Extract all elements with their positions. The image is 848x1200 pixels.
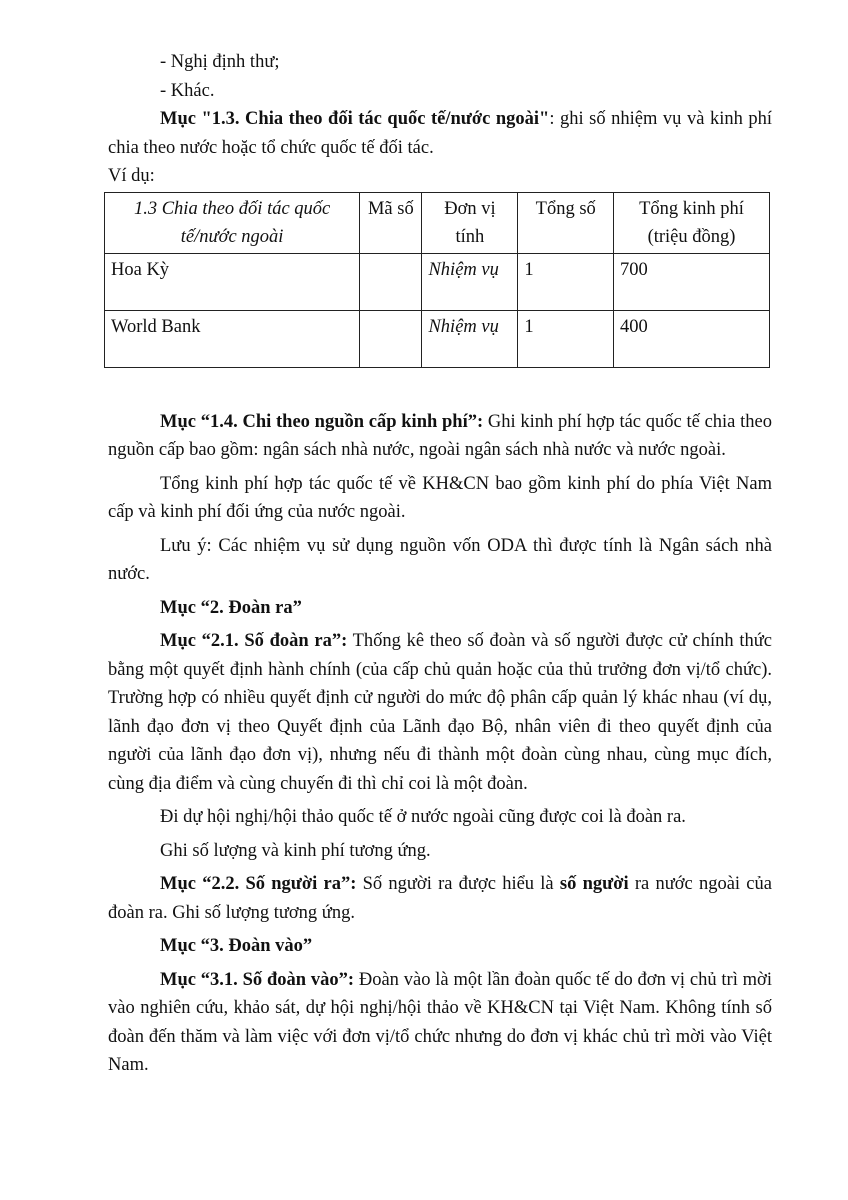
paragraph-note: Lưu ý: Các nhiệm vụ sử dụng nguồn vốn ODA thì được tính là Ngân sách nhà nước. xyxy=(108,535,772,584)
table-cell: 700 xyxy=(614,253,770,310)
column-header: 1.3 Chia theo đối tác quốc tế/nước ngoài xyxy=(105,192,360,253)
partner-table xyxy=(104,192,770,368)
list-item: - Khác. xyxy=(160,80,215,101)
column-header: Tổng kinh phí (triệu đồng) xyxy=(614,192,770,253)
paragraph-section-2-1: Mục “2.1. Số đoàn ra”: Thống kê theo số đoàn và số người được cử chính thức bằng một quyết định hành chính (của cấp chủ quản hoặc của thủ trưởng đơn vị/tổ chức). Trường hợp có nhiều quyết định cử người do mức độ phân cấp quản lý khác nhau (ví dụ, lãnh đạo đơn vị theo Quyết định của Lãnh đạo Bộ, nhân viên đi theo quyết định của người của lãnh đạo đơn vị), nhưng nếu đi thành một đoàn cùng nhau, cùng mục đích, cùng địa điểm và cùng chuyến đi thì chỉ coi là một đoàn. xyxy=(108,631,772,794)
section-heading-3: Mục “3. Đoàn vào” xyxy=(160,936,313,956)
paragraph-section-2-2: Mục “2.2. Số người ra”: Số người ra được hiểu là số người ra nước ngoài của đoàn ra. Ghi số lượng tương ứng. xyxy=(108,874,772,923)
section-label: Mục “2.2. Số người ra”: xyxy=(160,874,357,894)
example-label: Ví dụ: xyxy=(108,166,155,186)
section-heading-2: Mục “2. Đoàn ra” xyxy=(160,597,302,618)
paragraph: Ghi số lượng và kinh phí tương ứng. xyxy=(160,840,431,861)
list-item: - Nghị định thư; xyxy=(160,52,280,72)
section-label: Mục “2.1. Số đoàn ra”: xyxy=(160,631,348,651)
page-content xyxy=(108,48,772,1080)
table-cell: 1 xyxy=(518,310,614,367)
table-cell xyxy=(360,253,422,310)
column-header: Mã số xyxy=(360,192,422,253)
section-label: Mục "1.3. Chia theo đối tác quốc tế/nước ngoài" xyxy=(160,109,550,129)
paragraph: Tổng kinh phí hợp tác quốc tế về KH&CN bao gồm kinh phí do phía Việt Nam cấp và kinh phí đối ứng của nước ngoài. xyxy=(108,473,772,522)
table-cell: Hoa Kỳ xyxy=(105,253,360,310)
section-label: Mục “1.4. Chi theo nguồn cấp kinh phí”: xyxy=(160,411,484,432)
table-cell: World Bank xyxy=(105,310,360,367)
table-row xyxy=(105,310,770,367)
paragraph: Đi dự hội nghị/hội thảo quốc tế ở nước ngoài cũng được coi là đoàn ra. xyxy=(160,807,686,827)
table-cell xyxy=(360,310,422,367)
table-cell: Nhiệm vụ xyxy=(422,310,518,367)
paragraph-section-1-3: Mục "1.3. Chia theo đối tác quốc tế/nước ngoài": ghi số nhiệm vụ và kinh phí chia theo nước hoặc tổ chức quốc tế đối tác. xyxy=(108,109,773,158)
table-cell: 1 xyxy=(518,253,614,310)
paragraph-section-3-1: Mục “3.1. Số đoàn vào”: Đoàn vào là một lần đoàn quốc tế do đơn vị chủ trì mời vào nghiên cứu, khảo sát, dự hội nghị/hội thảo về KH&CN tại Việt Nam. Không tính số đoàn đến thăm và làm việc với đơn vị/tổ chức nhưng do đơn vị khác chủ trì mời vào Việt Nam. xyxy=(108,969,772,1075)
table-header-row xyxy=(105,192,770,253)
table-cell: Nhiệm vụ xyxy=(422,253,518,310)
paragraph-section-1-4: Mục “1.4. Chi theo nguồn cấp kinh phí”: Ghi kinh phí hợp tác quốc tế chia theo nguồn cấp bao gồm: ngân sách nhà nước, ngoài ngân sách nhà nước và nước ngoài. xyxy=(108,411,772,460)
column-header: Đơn vị tính xyxy=(422,192,518,253)
column-header: Tổng số xyxy=(518,192,614,253)
section-label: Mục “3.1. Số đoàn vào”: xyxy=(160,969,355,990)
table-row xyxy=(105,253,770,310)
table-cell: 400 xyxy=(614,310,770,367)
